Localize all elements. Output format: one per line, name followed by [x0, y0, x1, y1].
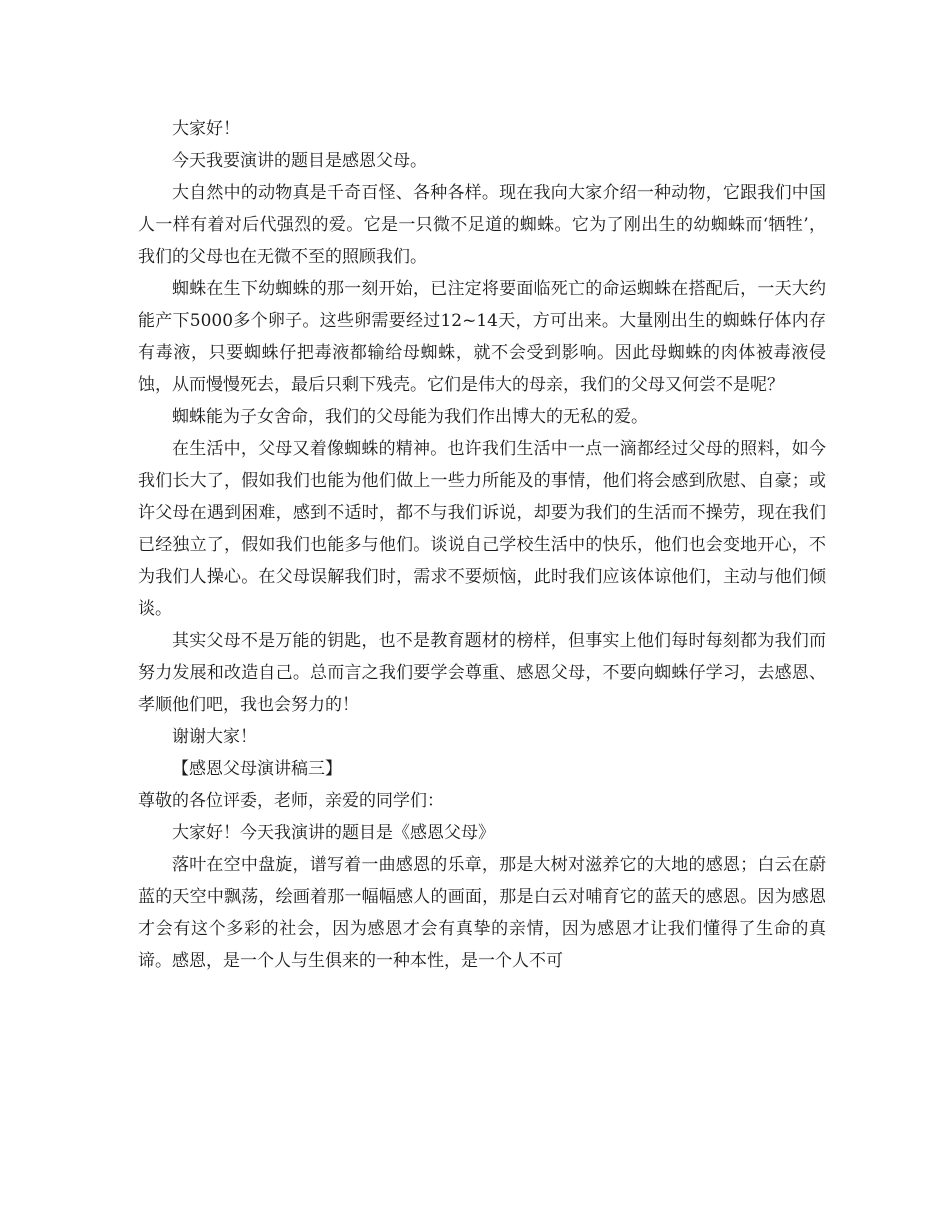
paragraph-topic: 今天我要演讲的题目是感恩父母。 — [172, 151, 427, 171]
paragraph-parents-love: 蜘蛛能为子女舍命，我们的父母能为我们作出博大的无私的爱。 — [172, 407, 648, 427]
paragraph-greeting: 大家好！ — [172, 119, 240, 139]
paragraph-greeting-topic: 大家好！今天我演讲的题目是《感恩父母》 — [172, 823, 495, 843]
paragraph-gratitude: 落叶在空中盘旋，谱写着一曲感恩的乐章，那是大树对滋养它的大地的感恩；白云在蔚蓝的天空中飘荡，绘画着那一幅幅感人的画面，那是白云对哺育它的蓝天的感恩。因为感恩才会有这个多彩的社会，因为感恩才会有真挚的亲情，因为感恩才让我们懂得了生命的真谛。感恩，是一个人与生俱来的一种本性，是一个人不可 — [138, 855, 826, 971]
paragraph-daily-life: 在生活中，父母又着像蜘蛛的精神。也许我们生活中一点一滴都经过父母的照料，如今我们长大了，假如我们也能为他们做上一些力所能及的事情，他们将会感到欣慰、自豪；或许父母在遇到困难，感到不适时，都不与我们诉说，却要为我们的生活而不操劳，现在我们已经独立了，假如我们也能多与他们。谈说自己学校生活中的快乐，他们也会变地开心，不为我们人操心。在父母误解我们时，需求不要烦恼，此时我们应该体谅他们，主动与他们倾谈。 — [138, 439, 826, 619]
document-page — [138, 113, 826, 977]
paragraph-conclusion: 其实父母不是万能的钥匙，也不是教育题材的榜样，但事实上他们每时每刻都为我们而努力发展和改造自己。总而言之我们要学会尊重、感恩父母，不要向蜘蛛仔学习，去感恩、孝顺他们吧，我也会努力的！ — [138, 631, 826, 715]
paragraph-salutation: 尊敬的各位评委，老师，亲爱的同学们： — [138, 791, 444, 811]
paragraph-spider-intro: 大自然中的动物真是千奇百怪、各种各样。现在我向大家介绍一种动物，它跟我们中国人一样有着对后代强烈的爱。它是一只微不足道的蜘蛛。它为了刚出生的幼蜘蛛而‘牺牲’，我们的父母也在无微不至的照顾我们。 — [138, 183, 826, 267]
paragraph-spider-sacrifice: 蜘蛛在生下幼蜘蛛的那一刻开始，已注定将要面临死亡的命运蜘蛛在搭配后，一天大约能产下5000多个卵子。这些卵需要经过12~14天，方可出来。大量刚出生的蜘蛛仔体内存有毒液，只要蜘蛛仔把毒液都输给母蜘蛛，就不会受到影响。因此母蜘蛛的肉体被毒液侵蚀，从而慢慢死去，最后只剩下残壳。它们是伟大的母亲，我们的父母又何尝不是呢？ — [138, 279, 826, 395]
section-heading: 【感恩父母演讲稿三】 — [172, 759, 342, 779]
paragraph-thanks: 谢谢大家！ — [172, 727, 257, 747]
